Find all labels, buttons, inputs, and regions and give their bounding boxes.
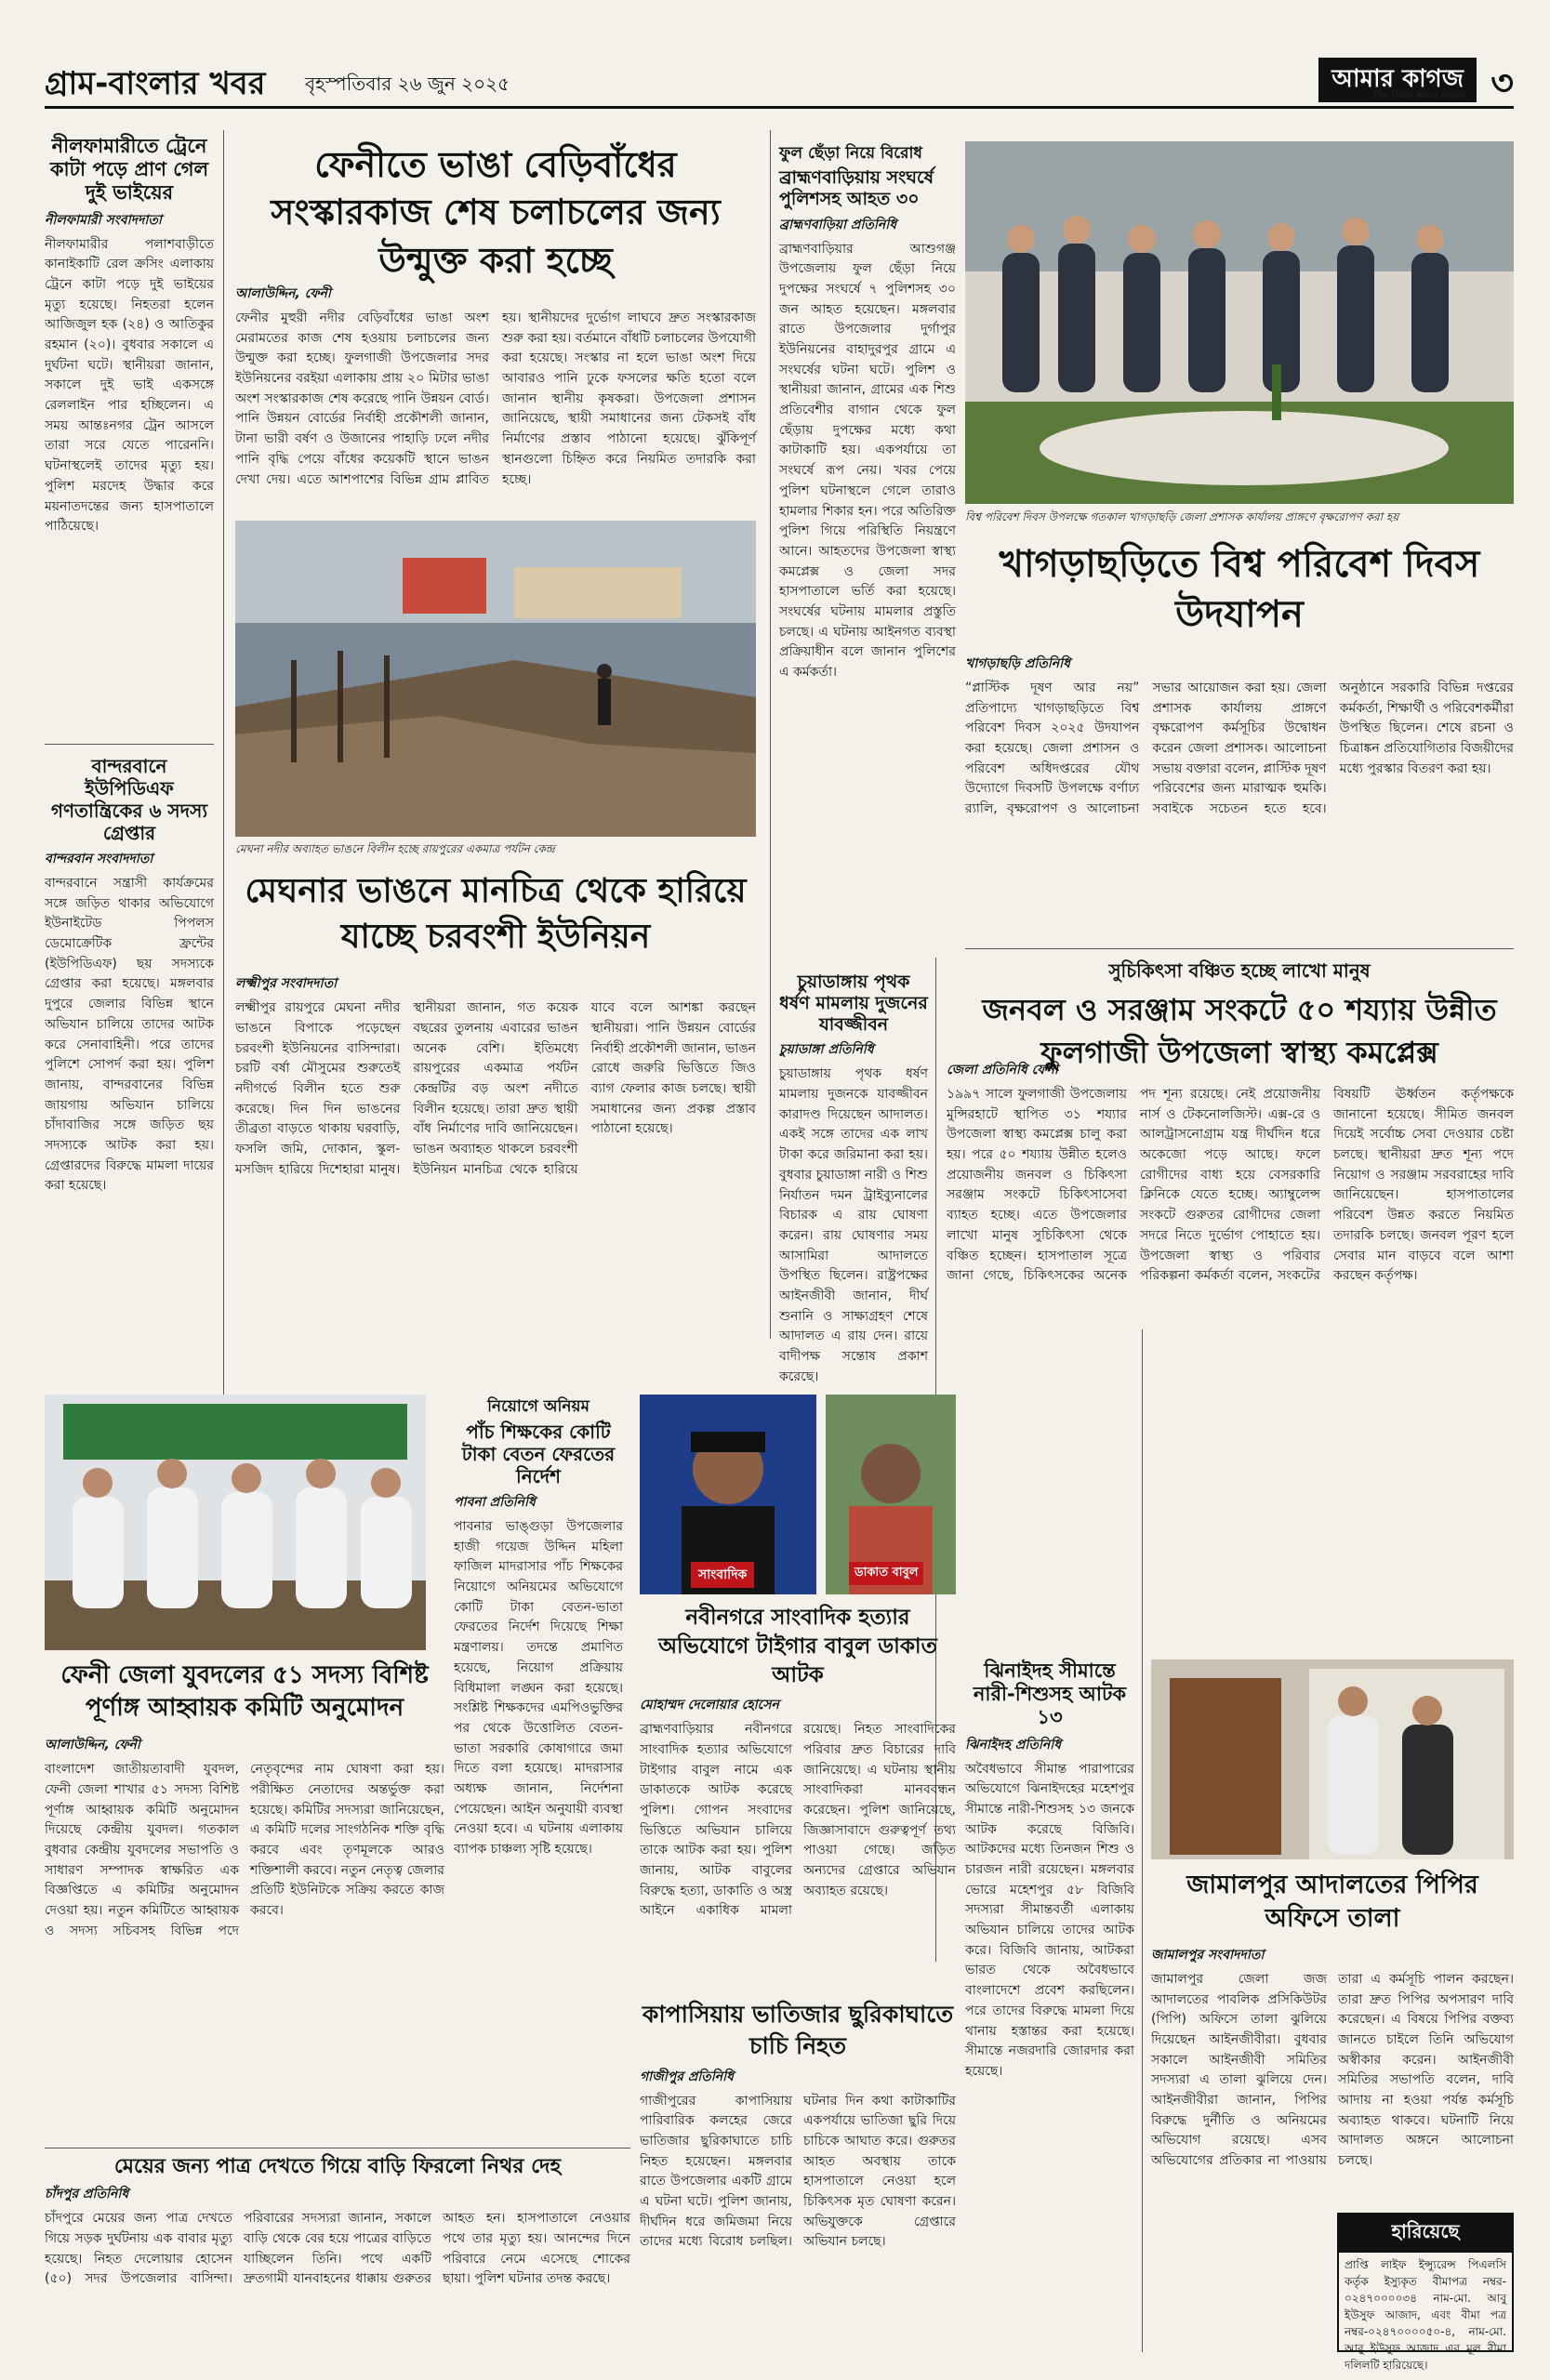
story-feni-dam (235, 141, 756, 284)
story-nilphamari (45, 135, 214, 756)
story-headline: ব্রাহ্মণবাড়িয়ায় সংঘর্ষে পুলিশসহ আহত ৩০ (779, 167, 934, 209)
story-headline: ঝিনাইদহ সীমান্তে নারী-শিশুসহ আটক ১৩ (973, 1659, 1127, 1729)
story-body: ১৯৯৭ সালে ফুলগাজী উপজেলায় মুন্সিরহাটে স্থাপিত ৩১ শয্যার উপজেলা স্বাস্থ্য কমপ্লেক্স চালু করা হয়। পরে ৫০ শয্যায় উন্নীত হলেও প্রয়োজনীয় জনবল ও চিকিৎসা সরঞ্জাম সংকটে চিকিৎসাসেবা ব্যাহত হচ্ছে। এতে উপজেলার লাখো মানুষ সুচিকিৎসা থেকে বঞ্চিত হচ্ছেন। হাসপাতাল সূত্রে জানা গেছে, চিকিৎসকের অনেক পদ শূন্য রয়েছে। নেই প্রয়োজনীয় নার্স ও টেকনোলজিস্ট। এক্স-রে ও আলট্রাসনোগ্রাম যন্ত্র দীর্ঘদিন ধরে অকেজো পড়ে আছে। ফলে রোগীদের বাধ্য হয়ে বেসরকারি ক্লিনিকে যেতে হচ্ছে। অ্যাম্বুলেন্স সংকটে গুরুতর রোগীদের জেলা সদরে নিতে দুর্ভোগ পোহাতে হয়। উপজেলা স্বাস্থ্য ও পরিবার পরিকল্পনা কর্মকর্তা বলেন, সংকটের বিষয়টি ঊর্ধ্বতন কর্তৃপক্ষকে জানানো হয়েছে। সীমিত জনবল দিয়েই সর্বোচ্চ সেবা দেওয়ার চেষ্টা চলছে। স্থানীয়রা দ্রুত শূন্য পদে নিয়োগ ও সরঞ্জাম সরবরাহের দাবি জানিয়েছেন। হাসপাতালের পরিবেশ উন্নত করতে নিয়মিত তদারকি চলছে। জনবল পূরণ হলে সেবার মান বাড়বে বলে আশা করছেন কর্তৃপক্ষ। (947, 1087, 1514, 1284)
khagrachari-tree-planting-photo (965, 141, 1514, 504)
story-byline: পাবনা প্রতিনিধি (454, 1495, 536, 1510)
ad-body: প্রাপ্তি লাইফ ইন্স্যুরেন্স পিএলসি কর্তৃক ইস্যুকৃত বীমাপত্র নম্বর- ০২৪৭০০০০৩৪ নাম-মো. আবু ইউসুফ আজাদ, এবং বীমা পত্র নম্বর-০২৪৭০০০০৫০-৪, নাম-মো. আবু ইউসুফ আজাদ এর মূল বীমা দলিলটি হারিয়েছে। (1345, 2258, 1506, 2372)
story-body: চাঁদপুরে মেয়ের জন্য পাত্র দেখতে গিয়ে সড়ক দুর্ঘটনায় এক বাবার মৃত্যু হয়েছে। নিহত দেলোয়ার হোসেন (৫০) সদর উপজেলার বাসিন্দা। পরিবারের সদস্যরা জানান, সকালে বাড়ি থেকে বের হয়ে পাত্রের বাড়িতে যাচ্ছিলেন তিনি। পথে একটি দ্রুতগামী যানবাহনের ধাক্কায় গুরুতর আহত হন। হাসপাতালে নেওয়ার পথে তার মৃত্যু হয়। আনন্দের দিনে পরিবারে নেমে এসেছে শোকের ছায়া। পুলিশ ঘটনার তদন্ত করছে। (45, 2211, 630, 2287)
story-body: জামালপুর জেলা জজ আদালতের পাবলিক প্রসিকিউটর (পিপি) অফিসে তালা ঝুলিয়ে দিয়েছেন আইনজীবীরা। বুধবার সকালে আইনজীবী সমিতির সদস্যরা এ তালা ঝুলিয়ে দেন। আইনজীবীরা জানান, পিপির বিরুদ্ধে দুর্নীতি ও অনিয়মের অভিযোগ রয়েছে। এসব অভিযোগের প্রতিকার না পাওয়ায় তারা এ কর্মসূচি পালন করছেন। তারা দ্রুত পিপির অপসারণ দাবি করেছেন। এ বিষয়ে পিপির বক্তব্য জানতে চাইলে তিনি অভিযোগ অস্বীকার করেন। আইনজীবী সমিতির সভাপতি বলেন, দাবি আদায় না হওয়া পর্যন্ত কর্মসূচি অব্যাহত থাকবে। ঘটনাটি নিয়ে আদালত অঙ্গনে আলোচনা চলছে। (1151, 1971, 1514, 2169)
story-headline: ফেনীতে ভাঙা বেড়িবাঁধের সংস্কারকাজ শেষ চলাচলের জন্য উন্মুক্ত করা হচ্ছে (271, 144, 721, 281)
paper-logo-sub: The Daily Amar Kagoj (1372, 91, 1465, 100)
masthead (45, 56, 1514, 109)
story-body: নীলফামারীর পলাশবাড়ীতে কানাইকাটি রেল ক্রসিং এলাকায় ট্রেনে কাটা পড়ে দুই ভাইয়ের মৃত্যু হয়েছে। নিহতরা হলেন আজিজুল হক (২৪) ও আতিকুর রহমান (২০)। বুধবার সকালে এ দুর্ঘটনা ঘটে। স্থানীয়রা জানান, সকালে দুই ভাই একসঙ্গে রেললাইন পার হচ্ছিলেন। এ সময় আন্তঃনগর ট্রেন আসলে তারা সরে যেতে পারেননি। ঘটনাস্থলেই তাদের মৃত্যু হয়। পুলিশ মরদেহ উদ্ধার করে ময়নাতদন্তের জন্য হাসপাতালে পাঠিয়েছে। (45, 236, 214, 535)
story-brahmanbaria (779, 141, 956, 965)
paper-logo: আমার কাগজ (1318, 58, 1477, 102)
page-number: ৩ (1490, 62, 1514, 103)
story-kapasia (640, 1999, 956, 2352)
column-rule (770, 130, 771, 1339)
story-jhenaidah (965, 1659, 1134, 2336)
jubodal-meeting-photo (45, 1395, 426, 1650)
story-byline: ব্রাহ্মণবাড়িয়া প্রতিনিধি (779, 217, 897, 232)
story-body: বান্দরবানে সন্ত্রাসী কার্যক্রমের সঙ্গে জড়িত থাকার অভিযোগে ইউনাইটেড পিপলস ডেমোক্রেটিক ফ্রন্টের (ইউপিডিএফ) ছয় সদস্যকে গ্রেপ্তার করা হয়েছে। মঙ্গলবার দুপুরে জেলার বিভিন্ন স্থানে অভিযান চালিয়ে তাদের আটক করে সেনাবাহিনী। পরে তাদের পুলিশে সোপর্দ করা হয়। পুলিশ জানায়, বান্দরবানের বিভিন্ন জায়গায় অভিযান চালিয়ে চাঁদাবাজির সঙ্গে জড়িত ছয় সদস্যকে আটক করা হয়। গ্রেপ্তারদের বিরুদ্ধে মামলা দায়ের করা হয়েছে। (45, 876, 214, 1194)
story-headline: ফেনী জেলা যুবদলের ৫১ সদস্য বিশিষ্ট পূর্ণাঙ্গ আহ্বায়ক কমিটি অনুমোদন (60, 1661, 429, 1723)
story-headline: চুয়াডাঙ্গায় পৃথক ধর্ষণ মামলায় দুজনের যাবজ্জীবন (779, 972, 928, 1035)
story-headline: পাঁচ শিক্ষকের কোটি টাকা বেতন ফেরতের নির্দেশ (461, 1421, 616, 1488)
story-byline: জামালপুর সংবাদদাতা (1151, 1947, 1265, 1963)
story-rule (965, 948, 1514, 949)
story-headline: জনবল ও সরঞ্জাম সংকটে ৫০ শয্যায় উন্নীত ফুলগাজী উপজেলা স্বাস্থ্য কমপ্লেক্স (982, 992, 1497, 1071)
story-headline: জামালপুর আদালতের পিপির অফিসে তালা (1186, 1871, 1478, 1934)
story-feni-dam-body (235, 279, 756, 532)
lost-notice-ad (1337, 2213, 1514, 2372)
story-byline: ঝিনাইদহ প্রতিনিধি (965, 1737, 1062, 1752)
story-body: “প্লাস্টিক দূষণ আর নয়” প্রতিপাদ্যে খাগড়াছড়িতে বিশ্ব পরিবেশ দিবস ২০২৫ উদযাপন করা হয়েছে। জেলা প্রশাসন ও পরিবেশ অধিদপ্তরের যৌথ উদ্যোগে দিবসটি উপলক্ষে বর্ণাঢ্য র‍্যালি, বৃক্ষরোপণ ও আলোচনা সভার আয়োজন করা হয়। জেলা প্রশাসক কার্যালয় প্রাঙ্গণে বৃক্ষরোপণ কর্মসূচির উদ্বোধন করেন জেলা প্রশাসক। আলোচনা সভায় বক্তারা বলেন, প্লাস্টিক দূষণ পরিবেশের জন্য মারাত্মক হুমকি। সবাইকে সচেতন হতে হবে। অনুষ্ঠানে সরকারি বিভিন্ন দপ্তরের কর্মকর্তা, শিক্ষার্থী ও পরিবেশকর্মীরা উপস্থিত ছিলেন। শেষে রচনা ও চিত্রাঙ্কন প্রতিযোগিতার বিজয়ীদের মধ্যে পুরস্কার বিতরণ করা হয়। (965, 681, 1514, 817)
story-headline: নীলফামারীতে ট্রেনে কাটা পড়ে প্রাণ গেল দুই ভাইয়ের (49, 135, 209, 205)
story-byline: আলাউদ্দিন, ফেনী (235, 286, 331, 301)
story-byline: চুয়াডাঙ্গা প্রতিনিধি (779, 1042, 874, 1058)
photo-caption: বিশ্ব পরিবেশ দিবস উপলক্ষে গতকাল খাগড়াছড়ি জেলা প্রশাসক কার্যালয় প্রাঙ্গণে বৃক্ষরোপণ করা হয় (965, 510, 1399, 523)
story-headline: খাগড়াছড়িতে বিশ্ব পরিবেশ দিবস উদযাপন (999, 543, 1480, 636)
story-byline: গাজীপুর প্রতিনিধি (640, 2069, 735, 2084)
journalist-portrait-photo (640, 1395, 816, 1594)
story-khagrachari (965, 539, 1514, 911)
accused-portrait-photo (826, 1395, 956, 1594)
story-rule (45, 744, 214, 745)
story-byline: আলাউদ্দিন, ফেনী (45, 1738, 140, 1753)
story-chuadanga (779, 972, 928, 1418)
story-headline: মেয়ের জন্য পাত্র দেখতে গিয়ে বাড়ি ফিরলো নিথর দেহ (113, 2155, 562, 2178)
section-title: গ্রাম-বাংলার খবর (45, 65, 266, 102)
story-rule (45, 2148, 630, 2149)
story-body: গাজীপুরের কাপাসিয়ায় পারিবারিক কলহের জেরে ভাতিজার ছুরিকাঘাতে চাচি নিহত হয়েছেন। মঙ্গলবার রাতে উপজেলার একটি গ্রামে এ ঘটনা ঘটে। পুলিশ জানায়, দীর্ঘদিন ধরে জমিজমা নিয়ে তাদের মধ্যে বিরোধ চলছিল। ঘটনার দিন কথা কাটাকাটির একপর্যায়ে ভাতিজা ছুরি দিয়ে চাচিকে আঘাত করে। গুরুতর আহত অবস্থায় তাকে হাসপাতালে নেওয়া হলে চিকিৎসক মৃত ঘোষণা করেন। অভিযুক্তকে গ্রেপ্তারে অভিযান চলছে। (640, 2093, 956, 2250)
story-kicker: সুচিকিৎসা বঞ্চিত হচ্ছে লাখো মানুষ (1108, 959, 1371, 982)
story-byline: খাগড়াছড়ি প্রতিনিধি (965, 656, 1071, 671)
story-body: লক্ষ্মীপুর রায়পুরে মেঘনা নদীর ভাঙনে বিপাকে পড়েছেন চরবংশী ইউনিয়নের বাসিন্দারা। চরটি বর্ষা মৌসুমের শুরুতেই নদীগর্ভে বিলীন হতে শুরু করেছে। দিন দিন ভাঙনের তীব্রতা বাড়তে থাকায় ঘরবাড়ি, ফসলি জমি, দোকান, স্কুল-মসজিদ হারিয়ে দিশেহারা মানুষ। স্থানীয়রা জানান, গত কয়েক বছরের তুলনায় এবারের ভাঙন অনেক বেশি। ইতিমধ্যে রায়পুরের একমাত্র পর্যটন কেন্দ্রটির বড় অংশ নদীতে বিলীন হয়েছে। তারা দ্রুত স্থায়ী বাঁধ নির্মাণের দাবি জানিয়েছেন। ভাঙন অব্যাহত থাকলে চরবংশী ইউনিয়ন মানচিত্র থেকে হারিয়ে যাবে বলে আশঙ্কা করছেন স্থানীয়রা। পানি উন্নয়ন বোর্ডের নির্বাহী প্রকৌশলী জানান, ভাঙন রোধে জরুরি ভিত্তিতে জিও ব্যাগ ফেলার কাজ চলছে। স্থায়ী সমাধানের জন্য প্রকল্প প্রস্তাব পাঠানো হয়েছে। (235, 1000, 756, 1177)
story-body: ব্রাহ্মণবাড়িয়ার আশুগঞ্জ উপজেলায় ফুল ছেঁড়া নিয়ে দুপক্ষের সংঘর্ষে ৭ পুলিশসহ ৩০ জন আহত হয়েছেন। মঙ্গলবার রাতে উপজেলার দুর্গাপুর ইউনিয়নের বাহাদুরপুর গ্রামে এ সংঘর্ষের ঘটনা ঘটে। পুলিশ ও স্থানীয়রা জানান, গ্রামের এক শিশু প্রতিবেশীর বাগান থেকে ফুল ছেঁড়ায় দুপক্ষের মধ্যে কথা কাটাকাটি হয়। একপর্যায়ে তা সংঘর্ষে রূপ নেয়। খবর পেয়ে পুলিশ ঘটনাস্থলে গেলে তারাও হামলার শিকার হন। পরে অতিরিক্ত পুলিশ গিয়ে পরিস্থিতি নিয়ন্ত্রণে আনে। আহতদের উপজেলা স্বাস্থ্য কমপ্লেক্স ও জেলা সদর হাসপাতালে ভর্তি করা হয়েছে। সংঘর্ষের ঘটনায় মামলার প্রস্তুতি চলছে। এ ঘটনায় আইনগত ব্যবস্থা প্রক্রিয়াধীন বলে জানান পুলিশের এ কর্মকর্তা। (779, 241, 956, 681)
meghna-erosion-photo (235, 521, 756, 837)
story-kicker: ফুল ছেঁড়া নিয়ে বিরোধ (779, 144, 922, 163)
photo-caption: মেঘনা নদীর অব্যাহত ভাঙনে বিলীন হচ্ছে রায়পুরের একমাত্র পর্যটন কেন্দ্র (235, 842, 555, 855)
story-meghna (235, 869, 756, 1361)
story-byline: লক্ষ্মীপুর সংবাদদাতা (235, 976, 338, 992)
story-headline: মেঘনার ভাঙনে মানচিত্র থেকে হারিয়ে যাচ্ছে চরবংশী ইউনিয়ন (245, 872, 747, 956)
story-body: ব্রাহ্মণবাড়িয়ার নবীনগরে সাংবাদিক হত্যার অভিযোগে টাইগার বাবুল নামে এক ডাকাতকে আটক করেছে পুলিশ। গোপন সংবাদের ভিত্তিতে অভিযান চালিয়ে তাকে আটক করা হয়। পুলিশ জানায়, আটক বাবুলের বিরুদ্ধে হত্যা, ডাকাতি ও অস্ত্র আইনে একাধিক মামলা রয়েছে। নিহত সাংবাদিকের পরিবার দ্রুত বিচারের দাবি জানিয়েছে। এ ঘটনায় স্থানীয় সাংবাদিকরা মানববন্ধন করেছেন। পুলিশ জানিয়েছে, জিজ্ঞাসাবাদে গুরুত্বপূর্ণ তথ্য পাওয়া গেছে। জড়িত অন্যদের গ্রেপ্তারে অভিযান অব্যাহত রয়েছে। (640, 1722, 956, 1919)
story-jamalpur (1151, 1869, 1514, 2202)
story-body: বাংলাদেশ জাতীয়তাবাদী যুবদল, ফেনী জেলা শাখার ৫১ সদস্য বিশিষ্ট পূর্ণাঙ্গ আহ্বায়ক কমিটি অনুমোদন দিয়েছে কেন্দ্রীয় যুবদল। গতকাল বুধবার কেন্দ্রীয় যুবদলের সভাপতি ও সাধারণ সম্পাদক স্বাক্ষরিত এক বিজ্ঞপ্তিতে এ কমিটির অনুমোদন দেওয়া হয়। নতুন কমিটিতে আহ্বায়ক ও সদস্য সচিবসহ বিভিন্ন পদে নেতৃবৃন্দের নাম ঘোষণা করা হয়। পরীক্ষিত নেতাদের অন্তর্ভুক্ত করা হয়েছে। কমিটির সদস্যরা জানিয়েছেন, এ কমিটি দলের সাংগঠনিক শক্তি বৃদ্ধি করবে এবং তৃণমূলকে আরও শক্তিশালী করবে। নতুন নেতৃত্ব জেলার প্রতিটি ইউনিটকে সক্রিয় করতে কাজ করবে। (45, 1762, 444, 1938)
story-headline: বান্দরবানে ইউপিডিএফ গণতান্ত্রিকের ৬ সদস্য গ্রেপ্তার (50, 755, 208, 844)
story-headline: নবীনগরে সাংবাদিক হত্যার অভিযোগে টাইগার বাবুল ডাকাত আটক (658, 1606, 937, 1688)
story-byline: মোহাম্মদ দেলোয়ার হোসেন (640, 1698, 779, 1713)
story-body: অবৈধভাবে সীমান্ত পারাপারের অভিযোগে ঝিনাইদহের মহেশপুর সীমান্তে নারী-শিশুসহ ১৩ জনকে আটক করেছে বিজিবি। আটকদের মধ্যে তিনজন শিশু ও চারজন নারী রয়েছেন। মঙ্গলবার ভোরে মহেশপুর ৫৮ বিজিবি সদস্যরা সীমান্তবর্তী এলাকায় অভিযান চালিয়ে তাদের আটক করে। বিজিবি জানায়, আটকরা ভারত থেকে অবৈধভাবে বাংলাদেশে প্রবেশ করছিলেন। পরে তাদের বিরুদ্ধে মামলা দিয়ে থানায় হস্তান্তর করা হয়েছে। সীমান্তে নজরদারি জোরদার করা হয়েছে। (965, 1761, 1134, 2079)
issue-date: বৃহস্পতিবার ২৬ জুন ২০২৫ (305, 73, 510, 95)
ad-title: হারিয়েছে (1339, 2215, 1512, 2253)
story-headline: কাপাসিয়ায় ভাতিজার ছুরিকাঘাতে চাচি নিহত (642, 2001, 954, 2059)
photo-label: সাংবাদিক (691, 1562, 754, 1588)
story-byline: বান্দরবান সংবাদদাতা (45, 852, 153, 866)
story-fulgazi-body (947, 1055, 1514, 1680)
story-byline: চাঁদপুর প্রতিনিধি (45, 2187, 129, 2202)
story-body: ফেনীর মুহুরী নদীর বেড়িবাঁধের ভাঙা অংশ মেরামতের কাজ শেষ হওয়ায় চলাচলের জন্য উন্মুক্ত করা হচ্ছে। ফুলগাজী উপজেলার সদর ইউনিয়নের বরইয়া এলাকায় প্রায় ২০ মিটার ভাঙা অংশ সংস্কারকাজ শেষ করেছে পানি উন্নয়ন বোর্ড। পানি উন্নয়ন বোর্ডের নির্বাহী প্রকৌশলী জানান, টানা ভারী বর্ষণ ও উজানের পাহাড়ি ঢলে নদীর পানি বৃদ্ধি পেয়ে বাঁধের কয়েকটি স্থানে ভাঙন দেখা দেয়। এতে আশপাশের বিভিন্ন গ্রাম প্লাবিত হয়। স্থানীয়দের দুর্ভোগ লাঘবে দ্রুত সংস্কারকাজ শুরু করা হয়। বর্তমানে বাঁধটি চলাচলের উপযোগী করা হয়েছে। সংস্কার না হলে ভাঙা অংশ দিয়ে আবারও পানি ঢুকে ফসলের ক্ষতি হতো বলে জানান স্থানীয় কৃষকরা। উপজেলা প্রশাসন জানিয়েছে, স্থায়ী সমাধানের জন্য টেকসই বাঁধ নির্মাণের প্রস্তাব পাঠানো হয়েছে। ঝুঁকিপূর্ণ স্থানগুলো চিহ্নিত করে নিয়মিত তদারকি করা হচ্ছে। (235, 311, 756, 487)
court-office-locked-photo (1151, 1659, 1514, 1859)
story-byline: নীলফামারী সংবাদদাতা (45, 212, 162, 228)
story-body: চুয়াডাঙ্গায় পৃথক ধর্ষণ মামলায় দুজনকে যাবজ্জীবন কারাদণ্ড দিয়েছেন আদালত। একই সঙ্গে তাদের এক লাখ টাকা করে জরিমানা করা হয়। বুধবার চুয়াডাঙ্গা নারী ও শিশু নির্যাতন দমন ট্রাইব্যুনালের বিচারক এ রায় ঘোষণা করেন। রায় ঘোষণার সময় আসামিরা আদালতে উপস্থিত ছিলেন। রাষ্ট্রপক্ষের আইনজীবী জানান, দীর্ঘ শুনানি ও সাক্ষ্যগ্রহণ শেষে আদালত এ রায় দেন। রায়ে বাদীপক্ষ সন্তোষ প্রকাশ করেছে। (779, 1066, 928, 1384)
story-feni-jubodal (45, 1659, 444, 2197)
story-kicker: নিয়োগে অনিয়ম (487, 1397, 590, 1416)
story-byline: জেলা প্রতিনিধি ফেনী (947, 1063, 1058, 1078)
story-bride (45, 2155, 630, 2367)
story-journalist (640, 1604, 956, 2008)
photo-label: ডাকাত বাবুল (849, 1562, 923, 1585)
story-body: পাবনার ভাঙ্গুড়া উপজেলার হাজী গয়েজ উদ্দিন মহিলা ফাজিল মাদরাসার পাঁচ শিক্ষকের নিয়োগে অনিয়মের অভিযোগে কোটি টাকা বেতন-ভাতা ফেরতের নির্দেশ দিয়েছে শিক্ষা মন্ত্রণালয়। তদন্তে প্রমাণিত হয়েছে, নিয়োগ প্রক্রিয়ায় বিধিমালা লঙ্ঘন করা হয়েছে। সংশ্লিষ্ট শিক্ষকদের এমপিওভুক্তির পর থেকে উত্তোলিত বেতন-ভাতা সরকারি কোষাগারে জমা দিতে বলা হয়েছে। মাদরাসার অধ্যক্ষ জানান, নির্দেশনা পেয়েছেন। আইন অনুযায়ী ব্যবস্থা নেওয়া হবে। এ ঘটনায় এলাকায় ব্যাপক চাঞ্চল্য সৃষ্টি হয়েছে। (454, 1519, 623, 1857)
